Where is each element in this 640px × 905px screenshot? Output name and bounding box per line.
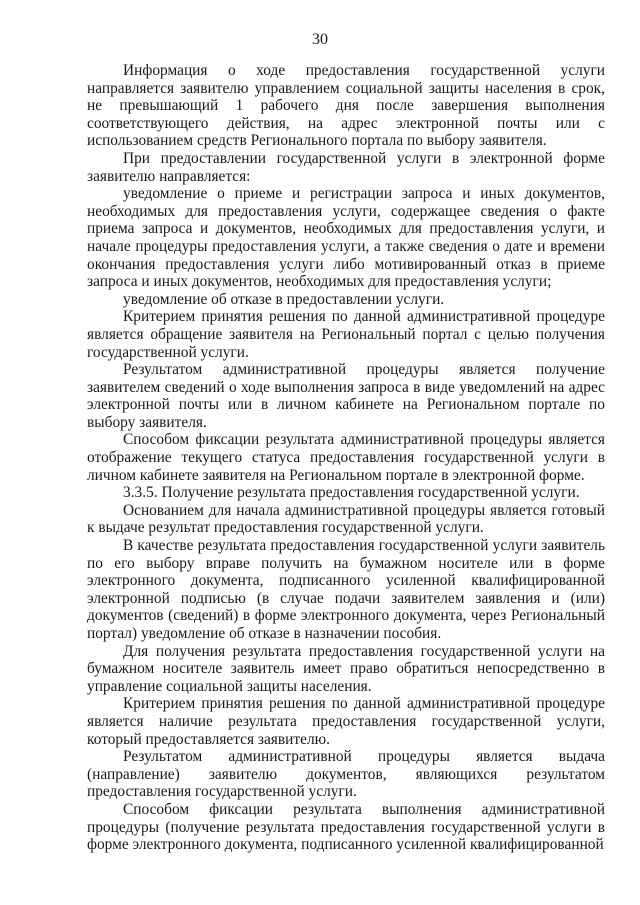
paragraph: При предоставлении государственной услуги в электронной форме заявителю направляется: — [87, 149, 605, 185]
paragraph: уведомление об отказе в предоставлении услуги. — [123, 290, 445, 308]
paragraph: Способом фиксации результата выполнения административной процедуры (получение результата предоставления государственной услуги в форме электронного документа, подписанного усиленной квалифицированной — [87, 800, 605, 854]
section-heading: 3.3.5. Получение результата предоставления государственной услуги. — [123, 484, 580, 502]
paragraph: Результатом административной процедуры является выдача (направление) заявителю документов, являющихся результатом предоставления государственной услуги. — [87, 748, 605, 801]
paragraph: Результатом административной процедуры является получение заявителем сведений о ходе выполнения запроса в виде уведомлений на адрес электронной почты или в личном кабинете на Региональном портале по выбору заявителя. — [87, 361, 605, 431]
paragraph: В качестве результата предоставления государственной услуги заявитель по его выбору вправе получить на бумажном носителе или в форме электронного документа, подписанного усиленной квалифицированной электронной подписью (в случае подачи заявителем заявления и (или) документов (сведений) в форме электронного документа, через Региональный портал) уведомление об отказе в назначении пособия. — [87, 537, 605, 642]
page-number: 30 — [312, 31, 328, 48]
document-body — [87, 62, 605, 854]
paragraph: Критерием принятия решения по данной административной процедуре является наличие результата предоставления государственной услуги, который предоставляется заявителю. — [87, 695, 605, 748]
paragraph: уведомление о приеме и регистрации запроса и иных документов, необходимых для предоставления услуги, содержащее сведения о факте приема запроса и документов, необходимых для предоставления услуги, и начале процедуры предоставления услуги, а также сведения о дате и времени окончания предоставления услуги либо мотивированный отказ в приеме запроса и иных документов, необходимых для предоставления услуги; — [87, 185, 605, 291]
paragraph: Способом фиксации результата административной процедуры является отображение текущего статуса предоставления государственной услуги в личном кабинете заявителя на Региональном портале в электронной форме. — [87, 431, 605, 484]
paragraph: Основанием для начала административной процедуры является готовый к выдаче результат предоставления государственной услуги. — [87, 501, 605, 537]
paragraph: Критерием принятия решения по данной административной процедуре является обращение заявителя на Региональный портал с целью получения государственной услуги. — [87, 308, 605, 361]
paragraph: Для получения результата предоставления государственной услуги на бумажном носителе заявитель имеет право обратиться непосредственно в управление социальной защиты населения. — [87, 642, 605, 695]
paragraph: Информация о ходе предоставления государственной услуги направляется заявителю управлением социальной защиты населения в срок, не превышающий 1 рабочего дня после завершения выполнения соответствующего действия, на адрес электронной почты или с использованием средств Регионального портала по выбору заявителя. — [87, 62, 605, 150]
